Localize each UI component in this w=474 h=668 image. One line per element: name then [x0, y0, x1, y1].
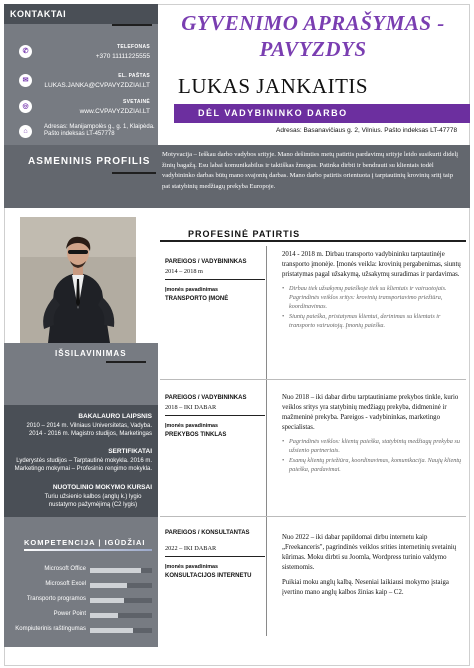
job-1-bullets: [282, 284, 466, 330]
skill-name: Transporto programos: [26, 596, 86, 602]
job-3-company: KONSULTACIJOS INTERNETU: [165, 573, 252, 579]
education-courses-line-1: Turiu užsienio kalbos (anglų k.) lygio nustatymo pažymėjimą (C2 lygis): [44, 493, 142, 508]
contact-title-underline: [112, 24, 152, 26]
job-1-position: PAREIGOS / VADYBININKAS: [165, 259, 247, 265]
person-illustration: [20, 217, 136, 343]
job-3-meta: [165, 529, 261, 581]
contact-panel: [4, 4, 158, 145]
job-3-details: [282, 533, 466, 598]
web-label: SVETAINĖ: [122, 99, 150, 105]
header-address: Adresas: Basanavičiaus g. 2, Vilnius. Pašto indeksas LT-47778: [276, 127, 458, 134]
job-3-position: PAREIGOS / KONSULTANTAS: [165, 530, 250, 536]
job-3-description-2: Puikiai moku anglų kalbą. Neseniai laikiausi mokymo įstaiga įvertino mano anglų kalbos žinias kaip – C2.: [282, 579, 449, 596]
job-1-meta: [165, 258, 261, 304]
job-2-description: Nuo 2018 – iki dabar dirbu tarptautiniame prekybos tinkle, kurio veiklos sritys yra statybinių medžiagų prekyba, didmeninė ir mažmeninė prekyba. Pareigos - vadybininkas, marketingo specialistas.: [282, 394, 459, 431]
phone-value[interactable]: +370 11111225555: [95, 53, 150, 60]
job-separator-2: [160, 516, 466, 517]
education-cert-line-2: Marketingo mokymai – Profesinio rengimo mokykla.: [14, 466, 152, 472]
job-separator-1: [160, 379, 466, 380]
globe-icon: ◎: [19, 100, 32, 113]
job-3-description: Nuo 2022 – iki dabar papildomai dirbu internetu kaip „Freekanceris", pagrindinės veiklos srities internetinių svetainių kūrimas. Moku dirbti su Joomla, Wordpress turinio valdymo sistemomis.: [282, 534, 457, 571]
profile-text: Motyvacija – Ieškau darbo vadybos srityje. Mano dešimties metų patirtis pardavimų srityje leido susikurti didelį žinių bagažą. Esu labai komunikabilus ir taktiškas žmogus. Patinka dirbti ir bendrauti su klientais todėl vadybininko darbas būtų mano svajonių darbas. Mano darbo patirtis orientuota į tarptautinių krovinių sritį taip pat statybinių medžiagų prekyba Europoje.: [162, 151, 459, 190]
skill-bar-fill: [90, 583, 127, 588]
education-degree-line-1: 2010 – 2014 m. Vilniaus Universitetas, Vadyba.: [26, 422, 152, 429]
skill-bar-fill: [90, 598, 124, 603]
home-icon: ⌂: [19, 125, 32, 138]
job-2-dates: 2018 – IKI DABAR: [165, 404, 217, 411]
education-block-courses: [6, 484, 152, 510]
skills-title-underline: [24, 549, 152, 551]
person-name: LUKAS JANKAITIS: [178, 74, 369, 98]
skill-bar-fill: [90, 628, 133, 633]
education-cert-line-1: Lyderystės studijos – Tarptautinė mokykla. 2016 m.: [16, 457, 152, 464]
job-3-divider: [165, 556, 265, 557]
education-title-underline: [106, 361, 146, 363]
education-degree-head: BAKALAURO LAIPSNIS: [78, 413, 152, 420]
skill-name: Microsoft Excel: [45, 581, 86, 587]
role-banner: DĖL VADYBININKO DARBO: [174, 104, 470, 123]
education-cert-head: SERTIFIKATAI: [108, 448, 152, 455]
skill-name: Power Point: [53, 611, 86, 617]
skill-name: Kompiuterinis raštingumas: [15, 626, 86, 632]
job-1-bullet-1: • Dirbau tiek užsakymų paieškoje tiek su klientais ir vairuotojais. Pagrindinės veiklos sritys: krovinių transportavimo priežiūra, koordinavimas.: [282, 284, 466, 311]
email-value[interactable]: LUKAS.JANKA@CVPAVYZDZIAI.LT: [44, 82, 150, 89]
phone-label: TELEFONAS: [117, 44, 150, 50]
education-block-degree: [6, 413, 152, 439]
skill-name: Microsoft Office: [44, 566, 86, 572]
job-2-bullet-1: • Pagrindinės veiklos: klientų paieška, statybinių medžiagų prekyba su užsienio partneriais.: [282, 437, 466, 455]
job-1-details: [282, 250, 466, 331]
job-2-position: PAREIGOS / VADYBININKAS: [165, 395, 247, 401]
skill-bar: [90, 583, 152, 588]
contact-address: Adresas: Manijampolės g., g. 1, Klaipėda. Pašto indeksas LT-457778: [44, 124, 155, 137]
experience-title: PROFESINĖ PATIRTIS: [188, 229, 301, 239]
experience-title-underline: [160, 240, 466, 242]
skill-bar: [90, 613, 152, 618]
skill-bar-fill: [90, 568, 141, 573]
contact-address-row: [4, 123, 158, 143]
contact-web-row: [4, 97, 158, 119]
job-2-bullet-2: • Esamų klientų priežiūra, koordinavimas, komunikacija. Naujų klientų paieška, pardavimai.: [282, 456, 466, 474]
skill-bar: [90, 598, 152, 603]
job-1-company: TRANSPORTO ĮMONĖ: [165, 296, 229, 302]
experience-timeline: [266, 246, 267, 636]
email-label: EL. PAŠTAS: [118, 73, 150, 79]
job-1-company-label: Įmonės pavadinimas: [165, 287, 219, 293]
job-2-company-label: Įmonės pavadinimas: [165, 423, 219, 429]
job-2-bullets: [282, 437, 466, 474]
web-value[interactable]: www.CVPAVYZDZIAI.LT: [79, 108, 150, 115]
skill-row: [4, 581, 158, 591]
profile-photo: [20, 217, 136, 343]
job-3-dates: 2022 – IKI DABAR: [165, 545, 217, 552]
job-1-divider: [165, 279, 265, 280]
job-3-company-label: Įmonės pavadinimas: [165, 564, 219, 570]
skill-bar-fill: [90, 613, 118, 618]
contact-email-row: [4, 71, 158, 93]
education-degree-line-2: 2014 - 2016 m. Magistro studijos, Marketingas: [28, 431, 152, 437]
education-title: IŠSILAVINIMAS: [55, 349, 127, 358]
skill-row: [4, 596, 158, 606]
education-block-certificates: [6, 448, 152, 474]
contact-phone-row: [4, 42, 158, 64]
education-courses-head: NUOTOLINIO MOKYMO KURSAI: [52, 484, 152, 491]
job-2-company: PREKYBOS TINKLAS: [165, 432, 227, 438]
job-1-bullet-2: • Siuntų paieška, pristatymas klientui, derinimas su klientais ir transporto vairuotojų. Įmonių paieška.: [282, 312, 466, 330]
page-title: GYVENIMO APRAŠYMAS - PAVYZDYS: [181, 11, 445, 61]
contact-title: KONTAKTAI: [4, 4, 158, 24]
job-2-details: [282, 393, 466, 475]
job-1-description: 2014 - 2018 m. Dirbau transporto vadybininku tarptautinėje transporto įmonėje. Įmonės veikla: krovinių pergabenimas, siuntų pristatymas pagal užsakymą, užsakymų suradimas ir pardavimas.: [282, 251, 461, 278]
job-2-meta: [165, 394, 261, 440]
job-2-divider: [165, 415, 265, 416]
profile-title-underline: [112, 172, 156, 174]
skill-bar: [90, 568, 152, 573]
skill-bar: [90, 628, 152, 633]
phone-icon: ✆: [19, 45, 32, 58]
email-icon: ✉: [19, 74, 32, 87]
skill-row: [4, 566, 158, 576]
skill-row: [4, 626, 158, 636]
skills-title: KOMPETENCIJA | IGŪDŽIAI: [24, 538, 146, 547]
job-1-dates: 2014 – 2018 m: [165, 268, 203, 275]
profile-title: ASMENINIS PROFILIS: [28, 156, 151, 167]
skill-row: [4, 611, 158, 621]
